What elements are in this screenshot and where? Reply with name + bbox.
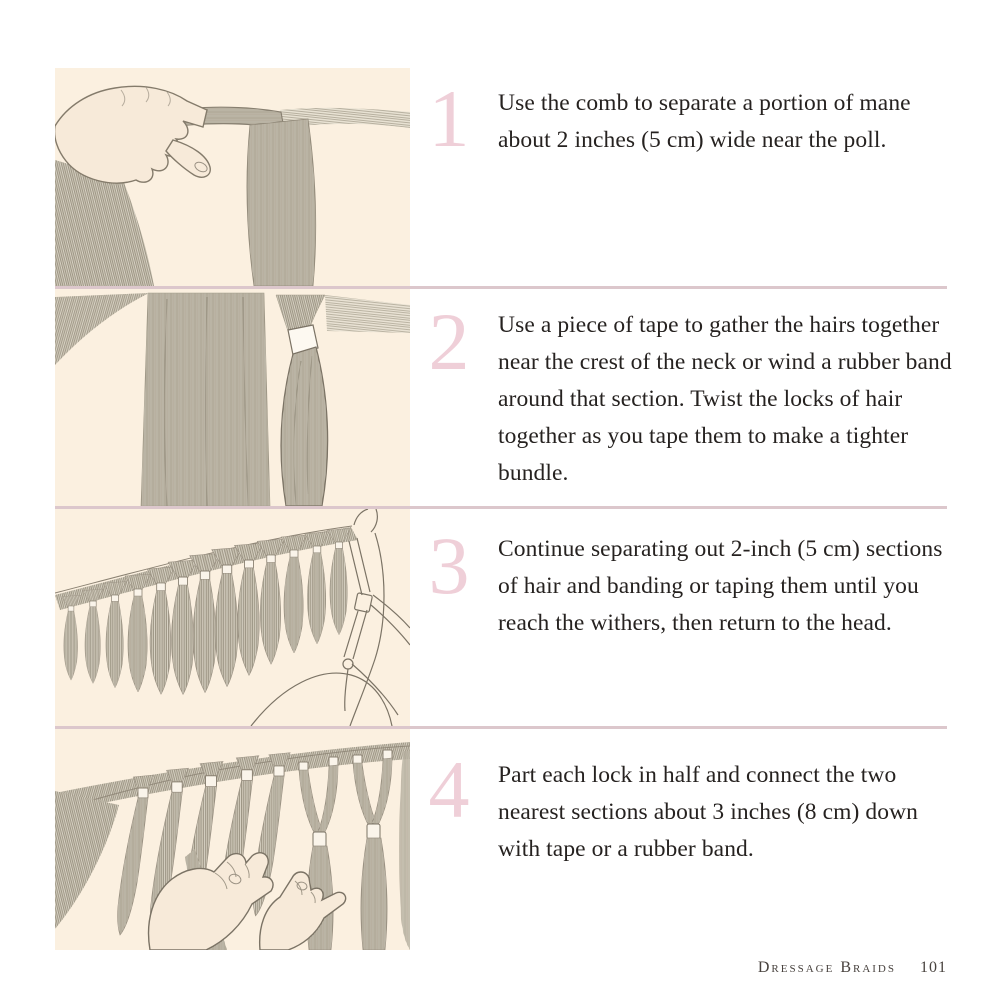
hands-connecting-locks-image xyxy=(55,729,410,950)
step-number-3: 3 xyxy=(428,520,470,611)
step-2-illustration xyxy=(55,289,410,506)
hand-separating-mane-image xyxy=(55,68,410,286)
taped-bundle-image xyxy=(55,289,410,506)
banded-sections-row-image xyxy=(55,509,410,726)
page-number: 101 xyxy=(920,959,947,976)
step-number-1: 1 xyxy=(428,73,470,164)
book-title: Dressage Braids xyxy=(757,959,896,976)
step-1-illustration xyxy=(55,68,410,286)
step-number-2: 2 xyxy=(428,296,470,387)
step-2-instruction: Use a piece of tape to gather the hairs together near the crest of the neck or wind a rubber band around that section. Twist the locks of hair together as you tape them to make a tighter bundle. xyxy=(498,312,952,486)
step-1-instruction: Use the comb to separate a portion of mane about 2 inches (5 cm) wide near the poll. xyxy=(498,90,911,153)
step-number-4: 4 xyxy=(428,744,470,835)
step-4-instruction: Part each lock in half and connect the two nearest sections about 3 inches (8 cm) down with tape or a rubber band. xyxy=(498,762,919,862)
step-3-illustration xyxy=(55,509,410,726)
step-3-instruction: Continue separating out 2-inch (5 cm) sections of hair and banding or taping them until you reach the withers, then return to the head. xyxy=(498,536,943,636)
page-footer xyxy=(758,959,947,977)
step-4-illustration xyxy=(55,729,410,950)
